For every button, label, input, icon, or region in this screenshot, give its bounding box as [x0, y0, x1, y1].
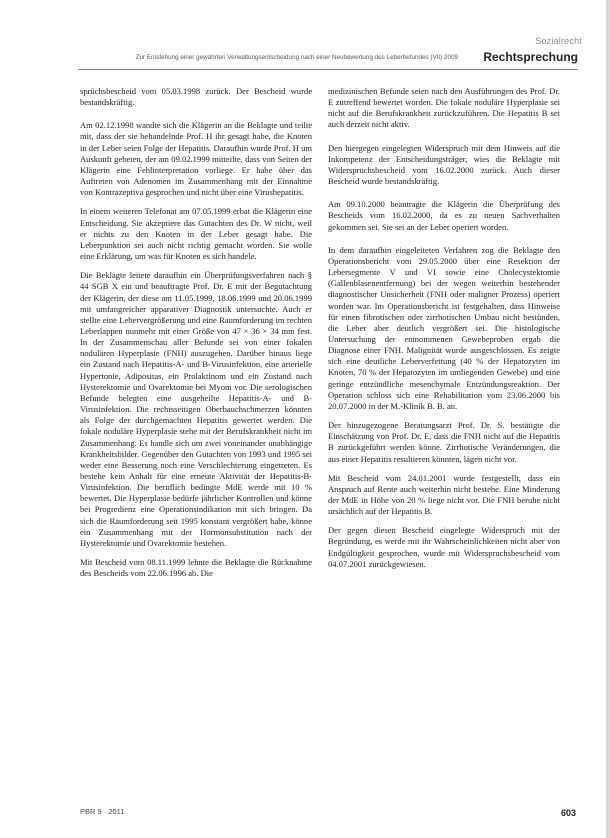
- paragraph: Die Beklagte leitete daraufhin ein Überprüfungsverfahren nach § 44 SGB X ein und beauftragte Prof. Dr. E mit der Begutachtung der Klägerin, der diese am 11.05.1999, 18.06.1999 und 20.06.1999 mit umfangreicher apparativer Diagnostik untersuchte. Auch er stellte eine Lebervergrößerung und eine Raumforderung im rechten Leberlappen nunmehr mit einer Größe von 47 × 36 × 34 mm fest. In der Zusammenschau aller Befunde sei von einer fokalen nodulären Hyperplasie (FNH) auszugehen. Darüber hinaus liege ein Zustand nach Hepatitis-A- und B-Virusinfektion, eine arterielle Hypertonie, Adipositas, ein Prolaktinom und ein Zustand nach Hysterektomie und Ovarektomie bei Myom vor. Die serologischen Befunde belegten eine ausgeheilte Hepatitis-A- und B-Virusinfektion. Die rechtsseitigen Oberbauchschmerzen könnten als Folge der durchgemachten Hepatitis gewertet werden. Die fokale noduläre Hyperplasie stehe mit der Berufskrankheit nicht im Zusammenhang. Es handle sich um zwei voneinander unabhängige Krankheitsbilder. Gegenüber den Gutachten von 1993 und 1995 sei weder eine Besserung noch eine Verschlechterung eingetreten. Es bestehe kein Anhalt für eine erneute Aktivität der Hepatitis-B-Virusinfektion. Die beruflich bedingte MdE werde mit 10 % bewertet. Die Hyperplasie bedürfe jährlicher Kontrollen und könne bei Progredienz eine Operationsindikation mit sich bringen. Da sich die Raumforderung seit 1995 konstant vergrößert habe, könne ein Zusammenhang mit der Hormonsubstitution nach der Hysterektomie und Ovarektomie bestehen.: [80, 270, 312, 548]
- paragraph: In einem weiteren Telefonat am 07.05.1999 erbat die Klägerin eine Entscheidung. Sie akzeptiere das Gutachten des Dr. W nicht, weil er nichts zu den Knoten in der Leber gesagt habe. Die Leberpunktion sei auch nicht richtig gemacht worden. Sie wolle eine Erklärung, um was für Knoten es sich handele.: [80, 206, 312, 262]
- paragraph: medizinischen Befunde seien nach den Ausführungen des Prof. Dr. E zutreffend bewertet worden. Die fokale noduläre Hyperplasie sei nicht auf die Berufskrankheit zurückzuführen. Die Hepatitis B sei auch derzeit nicht aktiv.: [328, 86, 560, 130]
- page-number: 603: [560, 808, 576, 818]
- paragraph: Der hinzugezogene Beratungsarzt Prof. Dr. S. bestätigte die Einschätzung von Prof. Dr. E, dass die FNH nicht auf die Hepatitis B zurückgeführt werden könne. Zirrhotische Veränderungen, die aus einer Hepatitis resultieren könnten, lägen nicht vor.: [328, 420, 560, 464]
- running-header: [58, 50, 578, 66]
- paragraph: Der gegen diesen Bescheid eingelegte Widerspruch mit der Begründung, es werde mit ihr Wahrscheinlichkeiten nicht aber von Endgültigkeit gesprochen, wurde mit Widerspruchsbescheid vom 04.07.2001 zurückgewiesen.: [328, 525, 560, 569]
- paragraph: Am 09.10.2000 beantragte die Klägerin die Überprüfung des Bescheids vom 16.02.2000, da es zu neuen Sachverhalten gekommen sei. Sie sei an der Leber operiert worden.: [328, 199, 560, 232]
- section-title: Rechtsprechung: [483, 50, 578, 64]
- paragraph: Am 02.12.1998 wandte sich die Klägerin an die Beklagte und teilte mit, dass der sie behandelnde Prof. H ihr gesagt habe, die Knoten in der Leber seien Folge der Hepatitis. Daraufhin wurde Prof. H um Auskunft gebeten, der am 09.02.1999 mitteilte, dass von Seiten der Klägerin eine Fehlinterpretation vorliege. Er habe über das Auftreten von Adenomen im Zusammenhang mit der Einnahme von Kontrazeptiva gesprochen und nicht über eine Virushepatitis.: [80, 120, 312, 198]
- paragraph: Den hiergegen eingelegten Widerspruch mit dem Hinweis auf die Inkompetenz der Entscheidungsträger, wies die Beklagte mit Widerspruchsbescheid vom 16.02.2000 zurück. Auch dieser Bescheid wurde bestandskräftig.: [328, 142, 560, 187]
- running-title: Zur Entstehung einer gewährten Verwaltungsentscheidung nach einer Neubewertung des Leberbefundes (VII) 2009: [135, 54, 458, 61]
- right-column: [328, 86, 560, 578]
- paragraph: sprüchsbescheid vom 05.03.1998 zurück. Der Bescheid wurde bestandskräftig.: [80, 86, 312, 108]
- section-tag: Sozialrecht: [535, 36, 582, 46]
- header-divider: [78, 69, 578, 70]
- scan-edge-shadow: [606, 0, 610, 838]
- paragraph: In dem daraufhin eingeleiteten Verfahren zog die Beklagte den Operationsbericht vom 29.05.2000 über eine Resektion der Lebersegmente V und VI sowie eine Cholecystektomie (Gallenblasenentfernung) bei der wegen weiterhin bestehender diagnostischer Unsicherheit (FNH oder maligner Prozess) operiert worden war. Im Operationsbericht ist festgehalten, dass Hinweise für einen fibrotischen oder zirrhotischen Umbau nicht bestünden, die Leber aber deutlich vergrößert sei. Die histologische Untersuchung der entnommenen Gewebeproben ergab die Diagnose einer FNH. Malignität wurde ausgeschlossen. Es zeigte sich eine deutliche Leberverfettung (40 % der Hepatozyten im Knoten, 70 % der Hepatozyten im umliegenden Gewebe) und eine geringe entzündliche mesenchymale Entzündungsreaktion. Der Operation schloss sich eine Rehabilitation vom 23.06.2000 bis 20.07.2000 in der M.-Klinik B. B. an.: [328, 244, 560, 411]
- left-column: [80, 86, 312, 587]
- paragraph: Mit Bescheid vom 08.11.1999 lehnte die Beklagte die Rücknahme des Bescheids vom 22.06.1996 ab. Die: [80, 557, 312, 579]
- journal-footer: PBR 9 · 2011: [80, 807, 125, 816]
- paragraph: Mit Bescheid vom 24.01.2001 wurde festgestellt, dass ein Anspruch auf Rente auch weiterhin nicht bestehe. Eine Minderung der MdE in Höhe von 20 % liege nicht vor. Die FNH beruhe nicht ursächlich auf der Hepatitis B.: [328, 472, 560, 517]
